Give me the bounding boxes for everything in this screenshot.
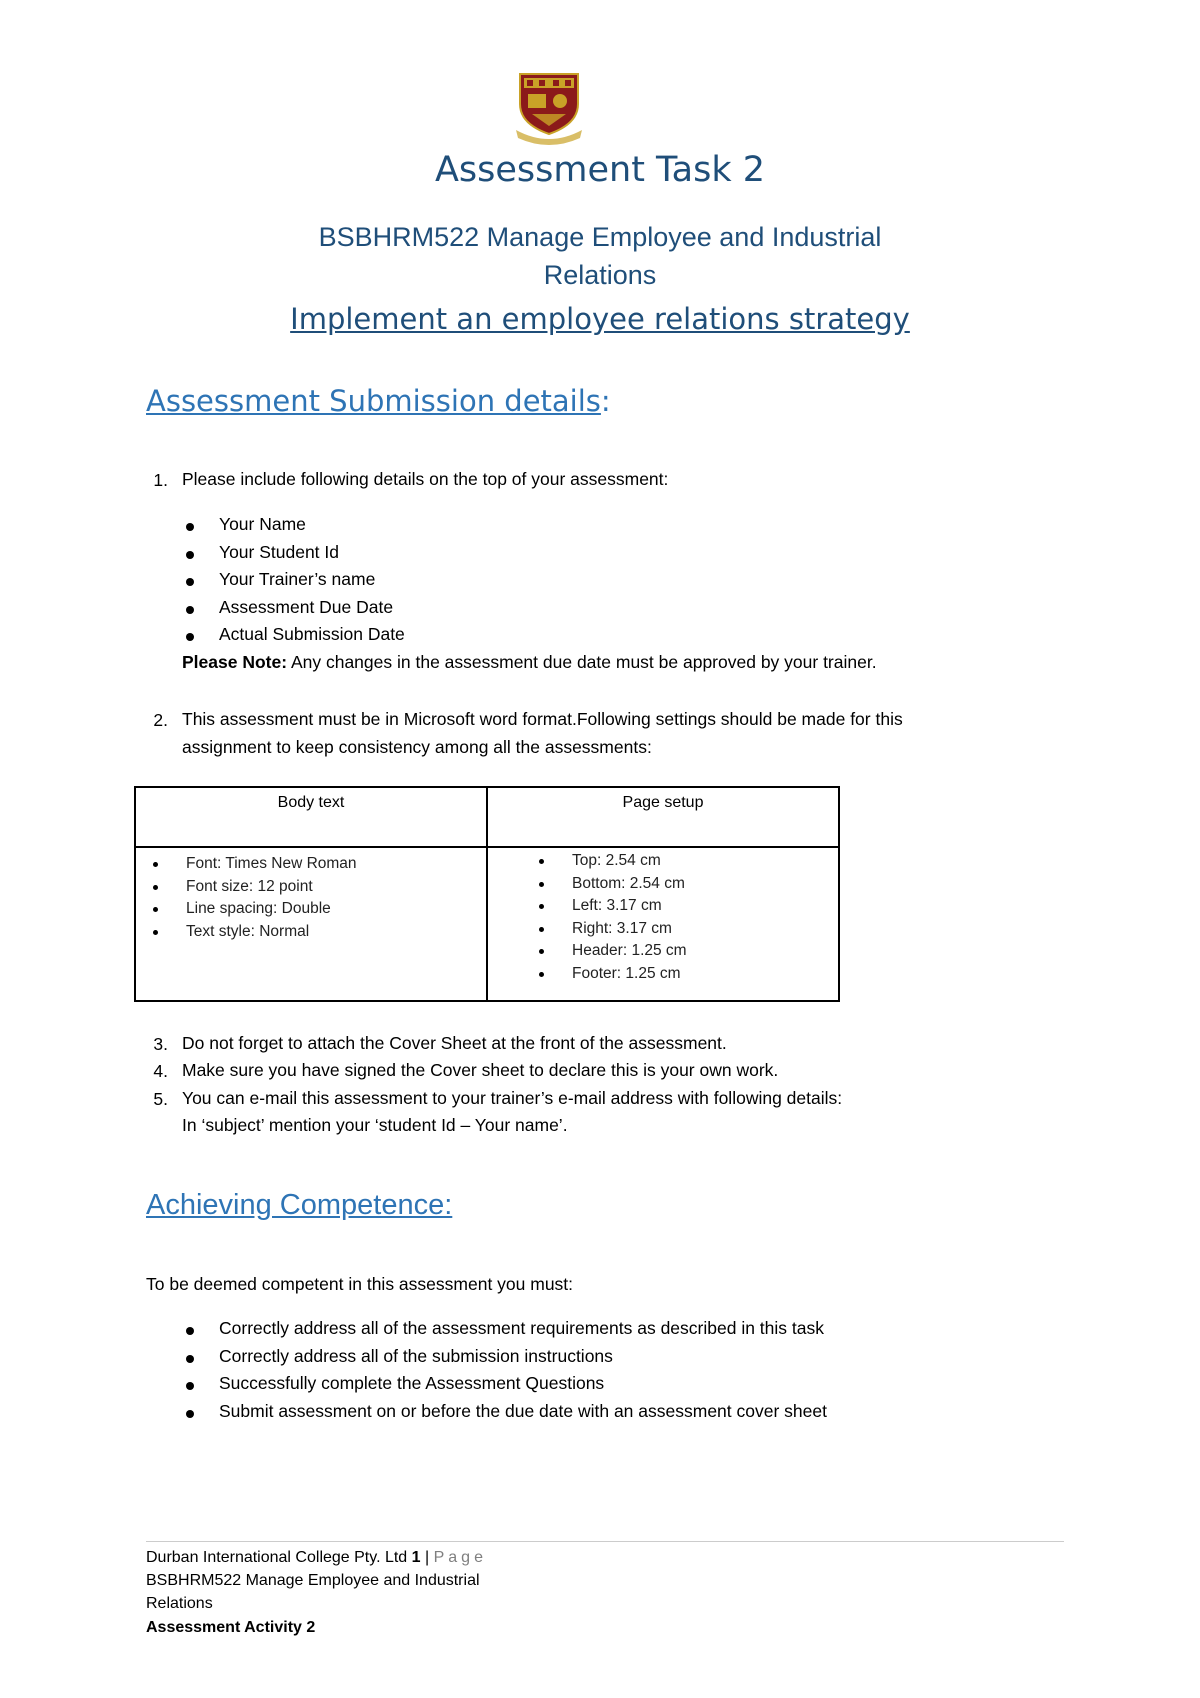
footer-college-line: Durban International College Pty. Ltd 1 | Page — [146, 1549, 487, 1566]
unit-title-line-2: Relations — [543, 260, 657, 290]
table-header-page-setup: Page setup — [487, 787, 839, 847]
list-number-5: 5. — [153, 1089, 168, 1109]
submission-item-5-line-1: You can e-mail this assessment to your trainer’s e-mail address with following details: — [182, 1088, 843, 1108]
competence-item: Correctly address all of the assessment requirements as described in this task — [219, 1318, 824, 1338]
body-text-list — [136, 853, 486, 943]
footer-divider — [146, 1541, 1064, 1542]
task-subheading: Implement an employee relations strategy — [290, 302, 910, 336]
detail-item: Your Student Id — [219, 542, 340, 562]
list-number-2: 2. — [153, 710, 168, 730]
document-title: Assessment Task 2 — [434, 150, 765, 190]
submission-details-heading: Assessment Submission details: — [146, 384, 611, 418]
bullet — [186, 633, 194, 641]
bullet — [186, 578, 194, 586]
submission-item-2-line-1: This assessment must be in Microsoft word format.Following settings should be made for this — [182, 709, 903, 729]
detail-item: Your Trainer’s name — [219, 569, 376, 589]
bullet — [186, 551, 194, 559]
achieving-competence-heading: Achieving Competence: — [146, 1189, 453, 1221]
list-item: Font: Times New Roman — [186, 853, 486, 876]
submission-item-4: Make sure you have signed the Cover sheet to declare this is your own work. — [182, 1060, 779, 1080]
submission-item-2-line-2: assignment to keep consistency among all the assessments: — [182, 737, 652, 757]
submission-item-1: Please include following details on the top of your assessment: — [182, 469, 669, 489]
bullet — [186, 1410, 194, 1418]
competence-item: Correctly address all of the submission instructions — [219, 1346, 613, 1366]
submission-item-5-line-2: In ‘subject’ mention your ‘student Id – Your name’. — [182, 1115, 568, 1135]
footer-unit-line-1: BSBHRM522 Manage Employee and Industrial — [146, 1572, 480, 1589]
bullet — [186, 1327, 194, 1335]
college-crest-logo — [514, 70, 584, 146]
detail-item: Your Name — [219, 514, 306, 534]
list-item: Left: 3.17 cm — [572, 895, 838, 918]
list-item: Header: 1.25 cm — [572, 940, 838, 963]
detail-item: Actual Submission Date — [219, 624, 405, 644]
list-item: Text style: Normal — [186, 921, 486, 944]
format-settings-table — [134, 786, 840, 1002]
list-item: Font size: 12 point — [186, 876, 486, 899]
bullet — [186, 1382, 194, 1390]
detail-item: Assessment Due Date — [219, 597, 394, 617]
competence-intro: To be deemed competent in this assessment you must: — [146, 1274, 574, 1294]
bullet — [186, 1355, 194, 1363]
list-number-4: 4. — [153, 1061, 168, 1081]
list-number-1: 1. — [153, 470, 168, 490]
list-item: Right: 3.17 cm — [572, 918, 838, 941]
bullet — [186, 523, 194, 531]
bullet — [186, 606, 194, 614]
unit-title-line-1: BSBHRM522 Manage Employee and Industrial — [318, 222, 882, 252]
footer-activity: Assessment Activity 2 — [146, 1619, 316, 1636]
list-number-3: 3. — [153, 1034, 168, 1054]
list-item: Top: 2.54 cm — [572, 850, 838, 873]
competence-item: Successfully complete the Assessment Questions — [219, 1373, 605, 1393]
submission-item-3: Do not forget to attach the Cover Sheet at the front of the assessment. — [182, 1033, 727, 1053]
list-item: Footer: 1.25 cm — [572, 963, 838, 986]
due-date-note: Please Note: Any changes in the assessment due date must be approved by your trainer. — [182, 652, 877, 672]
table-header-body-text: Body text — [135, 787, 487, 847]
list-item: Bottom: 2.54 cm — [572, 873, 838, 896]
list-item: Line spacing: Double — [186, 898, 486, 921]
footer-unit-line-2: Relations — [146, 1595, 213, 1612]
page-setup-list — [488, 850, 838, 985]
competence-item: Submit assessment on or before the due date with an assessment cover sheet — [219, 1401, 827, 1421]
body-text-cell — [135, 847, 487, 1001]
page-setup-cell — [487, 847, 839, 1001]
